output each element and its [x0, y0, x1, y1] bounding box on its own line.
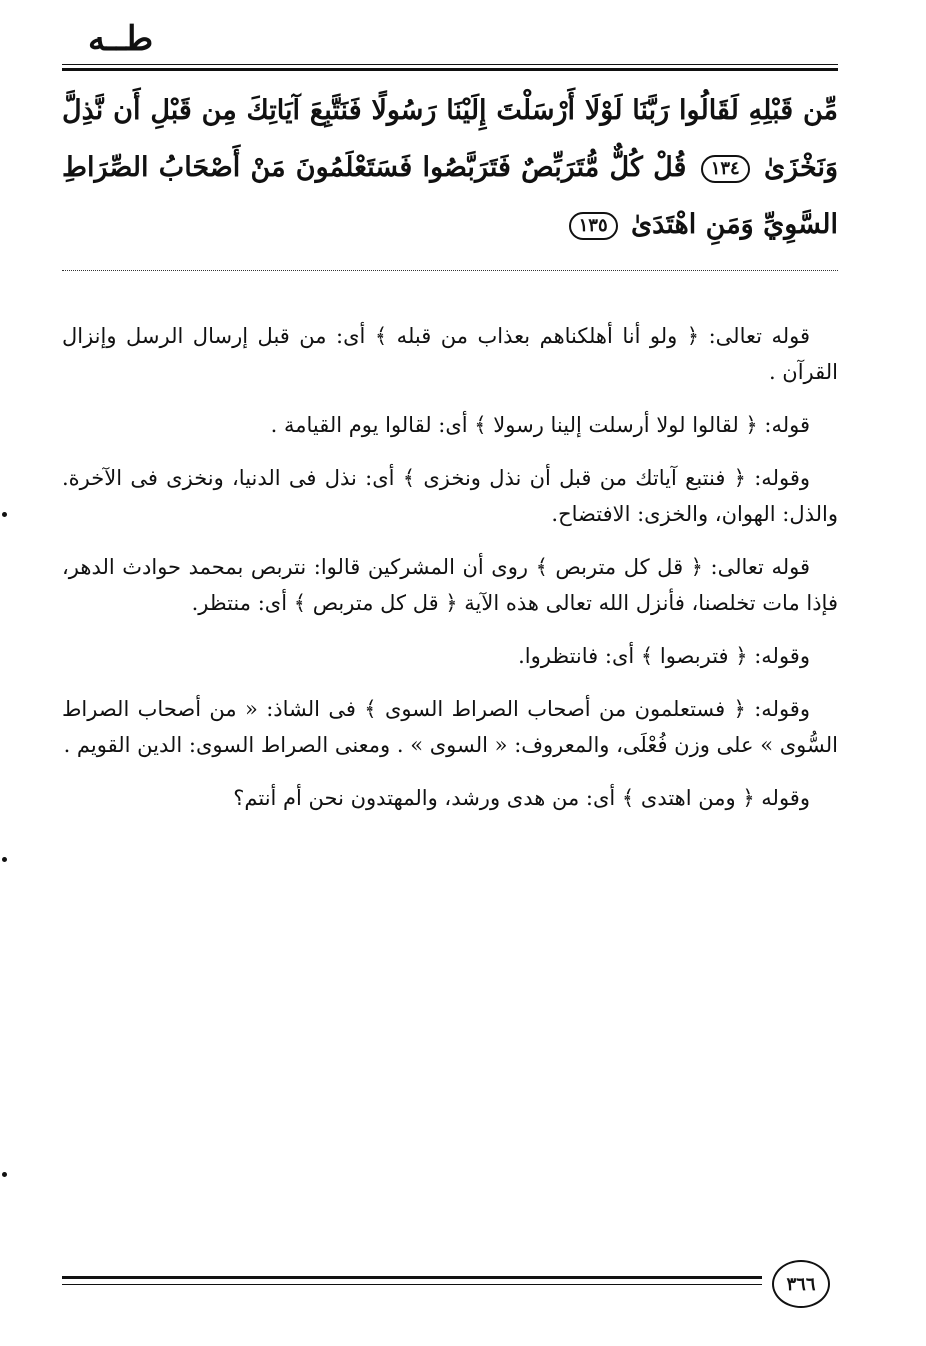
verse-number-marker-134: ١٣٤ [701, 155, 750, 183]
commentary-block [62, 318, 838, 833]
commentary-paragraph: قوله تعالى: ﴿ قل كل متربص ﴾ روى أن المشركين قالوا: نتربص بمحمد حوادث الدهر، فإذا مات تخلصنا، فأنزل الله تعالى هذه الآية ﴿ قل كل متربص ﴾ أى: منتظر. [62, 555, 838, 615]
verse-text-134: مِّن قَبْلِهِ لَقَالُوا رَبَّنَا لَوْلَا أَرْسَلْتَ إِلَيْنَا رَسُولًا فَنَتَّبِعَ آيَاتِكَ مِن قَبْلِ أَن نَّذِلَّ وَنَخْزَىٰ [62, 95, 838, 183]
page-footer [62, 1254, 838, 1314]
commentary-paragraph: قوله: ﴿ لقالوا لولا أرسلت إلينا رسولا ﴾ أى: لقالوا يوم القيامة . [270, 413, 810, 437]
margin-dot [2, 512, 7, 517]
verse-text-135: قُلْ كُلٌّ مُّتَرَبِّصٌ فَتَرَبَّصُوا فَسَتَعْلَمُونَ مَنْ أَصْحَابُ الصِّرَاطِ السَّوِيِّ وَمَنِ اهْتَدَىٰ [62, 152, 838, 240]
surah-header-title: طــه [88, 19, 154, 59]
commentary-paragraph: قوله تعالى: ﴿ ولو أنا أهلكناهم بعذاب من قبله ﴾ أى: من قبل إرسال الرسل وإنزال القرآن . [62, 324, 838, 384]
footer-rule-thick [62, 1276, 762, 1279]
commentary-paragraph: وقوله: ﴿ فستعلمون من أصحاب الصراط السوى ﴾ فى الشاذ: « من أصحاب الصراط السُّوى » على وزن فُعْلَى، والمعروف: « السوى » . ومعنى الصراط السوى: الدين القويم . [62, 697, 838, 757]
header-rule-thick [62, 68, 838, 71]
header-rule-thin [62, 64, 838, 65]
commentary-paragraph: وقوله: ﴿ فنتبع آياتك من قبل أن نذل ونخزى ﴾ أى: نذل فى الدنيا، ونخزى فى الآخرة. والذل: الهوان، والخزى: الافتضاح. [62, 466, 838, 526]
footer-rule-thin [62, 1284, 762, 1285]
margin-dot [2, 857, 7, 862]
quran-verses-block [62, 82, 838, 253]
section-divider [62, 270, 838, 271]
verse-number-marker-135: ١٣٥ [569, 212, 618, 240]
commentary-paragraph: وقوله: ﴿ فتربصوا ﴾ أى: فانتظروا. [518, 644, 810, 668]
margin-dot [2, 1172, 7, 1177]
page-number-badge: ٣٦٦ [772, 1260, 830, 1308]
commentary-paragraph: وقوله ﴿ ومن اهتدى ﴾ أى: من هدى ورشد، والمهتدون نحن أم أنتم؟ [233, 786, 810, 810]
